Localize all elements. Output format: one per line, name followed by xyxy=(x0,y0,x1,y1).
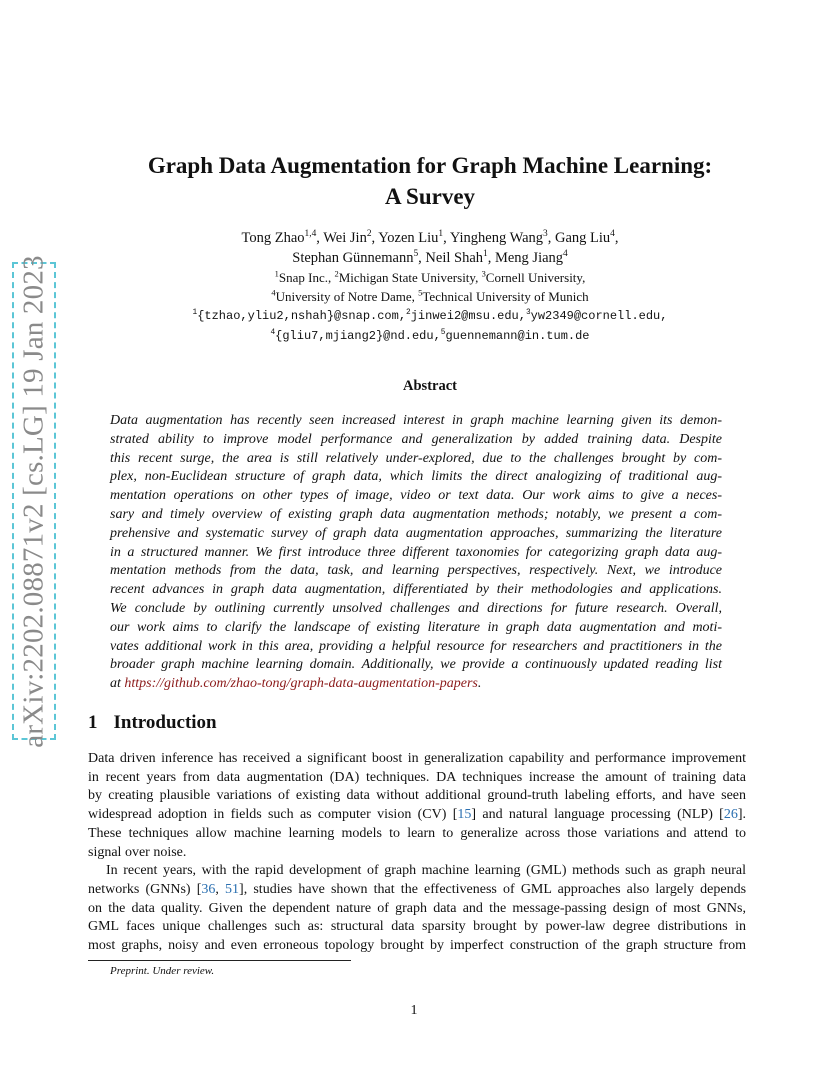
abstract-line: mentation operations on other types of image, video or text data. Our work aims to give a neces- xyxy=(110,488,722,504)
separator: , xyxy=(614,230,619,246)
body-line: on the data quality. Given the dependent nature of graph data and the message-passing design of most GNNs, xyxy=(88,900,746,916)
abstract-line: in a structured manner. We first introduce three different taxonomies for categorizing graph data aug- xyxy=(110,544,722,560)
author-affil-mark: 1 xyxy=(438,229,444,240)
affil-mark: 4 xyxy=(271,287,276,298)
body-line: GML faces unique challenges such as: structural data sparsity brought by power-law degree distributions in xyxy=(88,919,746,935)
abstract-line: We conclude by outlining currently unsolved challenges and directions for future research. Overall, xyxy=(110,600,722,616)
author-name: Meng Jiang xyxy=(494,250,564,266)
abstract-line: recent advances in graph data augmentation, differentiated by their methodologies and applications. xyxy=(110,582,722,598)
affiliation-line-1 xyxy=(110,268,750,287)
affil-mark: 3 xyxy=(525,309,531,317)
separator: , xyxy=(316,230,324,246)
abstract-line: prehensive and systematic survey of graph data augmentation approaches, summarizing the literature xyxy=(110,525,722,541)
body-text: ] and natural language processing (NLP) [ xyxy=(471,807,724,823)
arxiv-id: arXiv:2202.08871v2 [cs.LG] 19 Jan 2023 xyxy=(17,254,50,748)
affil-mark: 4 xyxy=(270,329,276,337)
abstract-line: vates additional work in this area, providing a helpful resource for researchers and practitioners in the xyxy=(110,638,722,654)
body-line: most graphs, noisy and even erroneous topology brought by imperfect construction of the graph structure from xyxy=(88,938,746,954)
body-line: In recent years, with the rapid development of graph machine learning (GML) methods such as graph neural xyxy=(106,863,746,879)
body-text: ], studies have shown that the effectiveness of GML approaches also largely depends xyxy=(239,881,747,897)
citation-link[interactable]: 51 xyxy=(225,881,240,897)
affil-mark: 1 xyxy=(274,268,279,279)
separator: , xyxy=(418,250,426,266)
citation-link[interactable]: 15 xyxy=(457,807,472,823)
section-number: 1 xyxy=(88,712,98,733)
abstract-last-line xyxy=(110,675,722,694)
email[interactable]: jinwei2@msu.edu, xyxy=(410,309,526,323)
email[interactable]: guennemann@in.tum.de xyxy=(445,329,590,343)
author-name: Gang Liu xyxy=(555,230,611,246)
body-line xyxy=(88,806,746,825)
abstract-line: broader graph machine learning domain. Additionally, we provide a continuously updated reading list xyxy=(110,657,722,673)
abstract-line: plex, non-Euclidean structure of graph data, which limits the direct analogizing of traditional aug- xyxy=(110,469,722,485)
author-affil-mark: 1 xyxy=(483,249,488,260)
body-line: signal over noise. xyxy=(88,844,187,860)
intro-body xyxy=(88,750,746,956)
affiliation: Snap Inc., xyxy=(278,270,335,285)
author-affil-mark: 5 xyxy=(413,249,419,260)
author-name: Neil Shah xyxy=(425,250,484,266)
abstract-line: strated ability to improve model performance and generalization by added training data. Despite xyxy=(110,431,722,447)
affiliation: Technical University of Munich xyxy=(422,289,589,304)
body-line: Data driven inference has received a significant boost in generalization capability and performance improvement xyxy=(88,751,746,766)
author-line-1 xyxy=(110,228,750,248)
page-number: 1 xyxy=(410,1003,418,1018)
author-affil-mark: 4 xyxy=(610,229,615,240)
abstract-line: Data augmentation has recently seen increased interest in graph machine learning given its demon- xyxy=(110,413,722,428)
author-block xyxy=(110,228,750,346)
citation-link[interactable]: 26 xyxy=(723,807,738,823)
email[interactable]: {tzhao,yliu2,nshah}@snap.com, xyxy=(197,309,407,323)
affil-mark: 5 xyxy=(440,329,446,337)
body-line: in recent years from data augmentation (DA) techniques. DA techniques increase the amount of training data xyxy=(88,769,746,785)
email-line-2 xyxy=(110,326,750,346)
arxiv-stamp xyxy=(12,254,56,748)
body-line: These techniques allow machine learning models to learn to generalize across those variations and attend to xyxy=(88,825,746,841)
section-heading xyxy=(88,712,217,734)
paper-title xyxy=(110,150,750,212)
affil-mark: 2 xyxy=(334,268,339,279)
body-line: by creating plausible variations of existing data without additional ground-truth labeling efforts, and have seen xyxy=(88,788,746,804)
separator: , xyxy=(547,230,555,246)
author-affil-mark: 1,4 xyxy=(304,229,317,240)
title-line-1: Graph Data Augmentation for Graph Machine Learning: xyxy=(147,153,713,178)
citation-link[interactable]: 36 xyxy=(201,881,216,897)
author-affil-mark: 2 xyxy=(366,229,372,240)
abstract-line: mentation methods from the data, task, and learning perspectives, respectively. Next, we introduce xyxy=(110,563,722,579)
affiliation: Michigan State University, xyxy=(338,270,482,285)
author-name: Tong Zhao xyxy=(241,230,305,246)
body-text: widespread adoption in fields such as computer vision (CV) [ xyxy=(88,807,458,823)
author-affil-mark: 3 xyxy=(543,229,548,240)
body-line xyxy=(88,881,746,900)
affil-mark: 1 xyxy=(192,309,198,317)
abstract-last-prefix: at xyxy=(110,676,125,692)
separator: , xyxy=(487,250,495,266)
author-name: Wei Jin xyxy=(323,230,367,246)
affiliation: University of Notre Dame, xyxy=(275,289,419,304)
abstract-last-suffix: . xyxy=(477,676,482,692)
abstract-line: sary and timely overview of existing graph data augmentation methods; notably, we present a com- xyxy=(110,506,722,522)
author-name: Yozen Liu xyxy=(378,230,439,246)
body-text: ]. xyxy=(737,807,747,823)
abstract-line: our work aims to clarify the landscape of existing literature in graph data augmentation and moti- xyxy=(110,619,722,635)
footnote: Preprint. Under review. xyxy=(110,965,215,977)
email-line-1 xyxy=(110,306,750,326)
reading-list-link[interactable]: https://github.com/zhao-tong/graph-data-augmentation-papers xyxy=(124,676,478,692)
footnote-rule xyxy=(88,960,351,961)
email[interactable]: {gliu7,mjiang2}@nd.edu, xyxy=(275,329,441,343)
affil-mark: 2 xyxy=(406,309,411,317)
author-affil-mark: 4 xyxy=(563,249,568,260)
email[interactable]: yw2349@cornell.edu, xyxy=(530,309,668,323)
affiliation: Cornell University, xyxy=(485,270,586,285)
title-line-2: A Survey xyxy=(384,184,476,209)
author-line-2 xyxy=(110,248,750,268)
abstract-body xyxy=(110,412,722,694)
section-title: Introduction xyxy=(113,712,217,733)
affil-mark: 5 xyxy=(418,287,423,298)
author-name: Yingheng Wang xyxy=(449,230,544,246)
body-text: networks (GNNs) [ xyxy=(88,881,202,897)
abstract-heading: Abstract xyxy=(403,378,457,394)
body-text: , xyxy=(215,881,226,897)
affil-mark: 3 xyxy=(481,268,486,279)
separator: , xyxy=(371,230,379,246)
separator: , xyxy=(443,230,450,246)
author-name: Stephan Günnemann xyxy=(292,250,414,266)
affiliation-line-2 xyxy=(110,287,750,306)
abstract-line: this recent surge, the area is still relatively under-explored, due to the challenges brought by com- xyxy=(110,450,722,466)
